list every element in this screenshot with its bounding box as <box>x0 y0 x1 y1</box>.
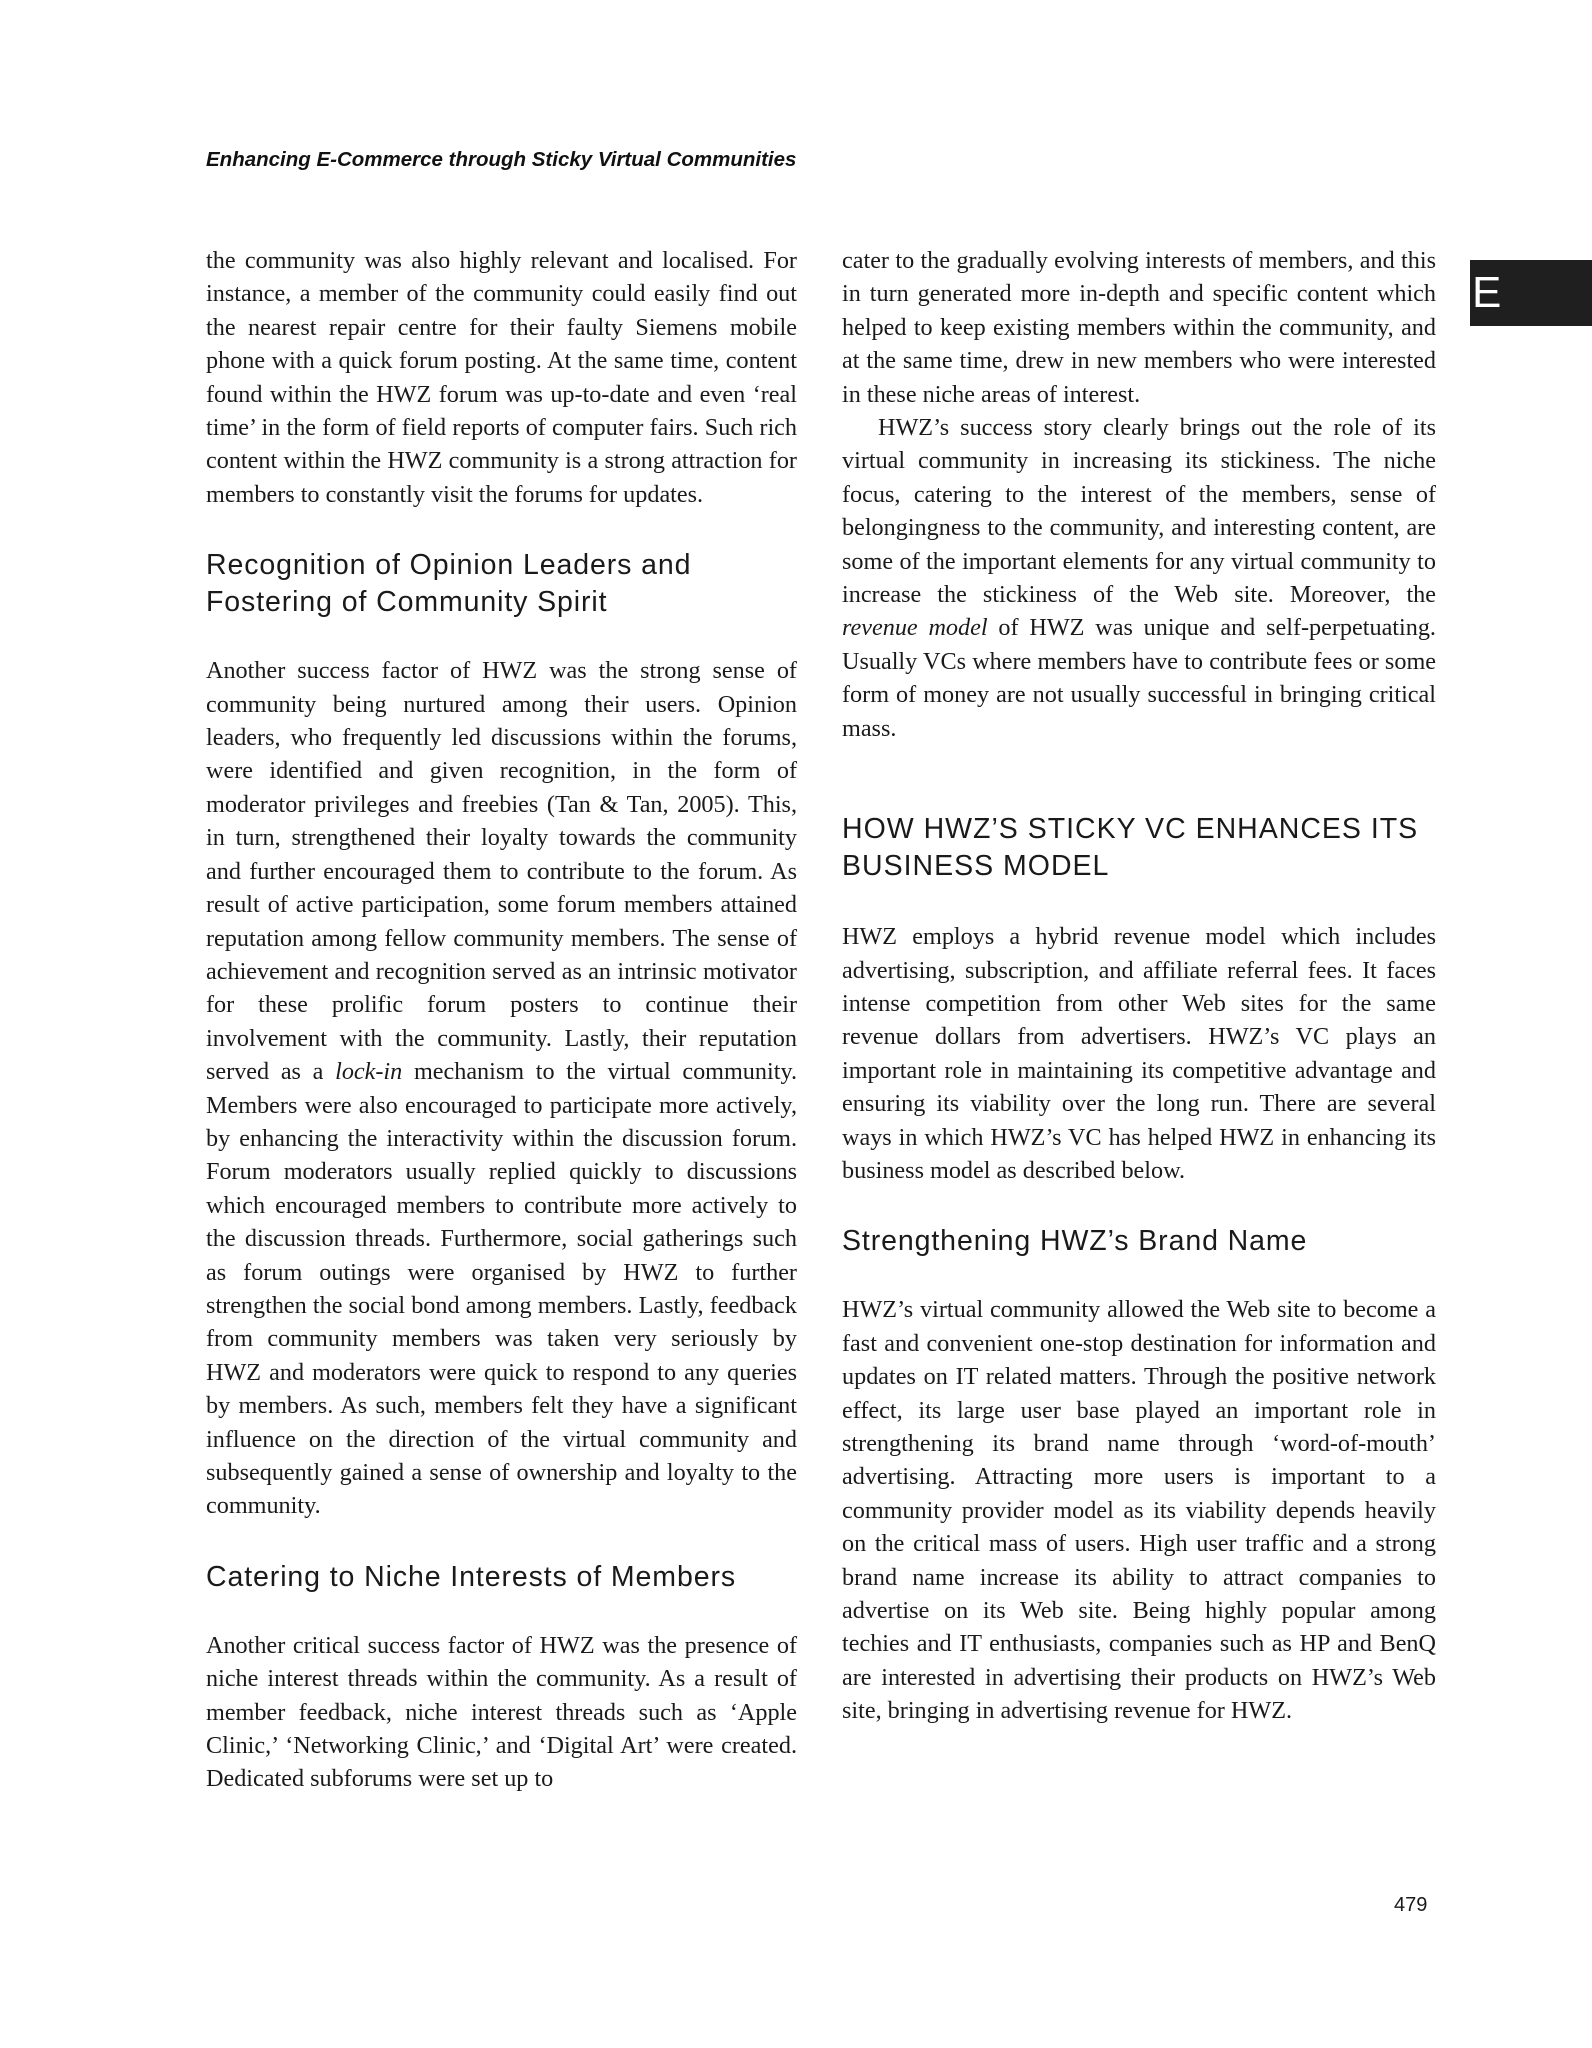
heading-business-model: HOW HWZ’S STICKY VC ENHANCES ITS BUSINESS MODEL <box>842 813 1419 883</box>
section-letter-tab: E <box>1470 260 1592 326</box>
right-paragraph-4: HWZ’s virtual community allowed the Web site to become a fast and convenient one-stop destination for information and updates on IT related matters. Through the positive network effect, its large user base played an important role in strengthening its brand name through ‘word-of-mouth’ advertising. Attracting more users is important to a community provider model as its viability depends heavily on the critical mass of users. High user traffic and a strong brand name increase its ability to attract companies to advertise on its Web site. Being highly popular among techies and IT enthusiasts, companies such as HP and BenQ are interested in advertising their products on HWZ’s Web site, bringing in advertising revenue for HWZ. <box>842 1296 1436 1725</box>
left-paragraph-2 <box>206 654 797 1523</box>
italic-term-lock-in: lock-in <box>335 1058 403 1086</box>
left-column <box>206 244 797 1796</box>
text-run: mechanism to the virtual community. Members were also encouraged to participate more actively, by enhancing the interactivity within the discussion forum. Forum moderators usually replied quickly to discussions which encouraged members to contribute more actively to the discussion threads. Furthermore, social gatherings such as forum outings were organised by HWZ to further strengthen the social bond among members. Lastly, feedback from community members was taken very seriously by HWZ and moderators were quick to respond to any queries by members. As such, members felt they have a significant influence on the direction of the virtual community and subsequently gained a sense of ownership and loyalty to the community. <box>206 1058 798 1520</box>
text-run: HWZ’s success story clearly brings out the role of its virtual community in increasing its stickiness. The niche focus, catering to the interest of the members, sense of belongingness to the community, and interesting content, are some of the important elements for any virtual community to increase the stickiness of the Web site. Moreover, the <box>842 414 1436 609</box>
right-paragraph-2 <box>842 411 1436 745</box>
heading-opinion-leaders: Recognition of Opinion Leaders and Fostering of Community Spirit <box>206 549 692 619</box>
text-run: Another success factor of HWZ was the strong sense of community being nurtured among their users. Opinion leaders, who frequently led discussions within the forums, were identified and given recognition, in the form of moderator privileges and freebies (Tan & Tan, 2005). This, in turn, strengthened their loyalty towards the community and further encouraged them to contribute to the forum. As result of active participation, some forum members attained reputation among fellow community members. The sense of achievement and recognition served as an intrinsic motivator for these prolific forum posters to continue their involvement with the community. Lastly, their reputation served as a <box>206 657 797 1086</box>
left-paragraph-1: the community was also highly relevant and localised. For instance, a member of the community could easily find out the nearest repair centre for their faulty Siemens mobile phone with a quick forum posting. At the same time, content found within the HWZ forum was up-to-date and even ‘real time’ in the form of field reports of computer fairs. Such rich content within the HWZ community is a strong attraction for members to constantly visit the forums for updates. <box>206 247 797 508</box>
page-number: 479 <box>1394 1894 1428 1916</box>
running-header: Enhancing E-Commerce through Sticky Virtual Communities <box>206 148 797 171</box>
heading-brand-name: Strengthening HWZ’s Brand Name <box>842 1225 1308 1258</box>
right-column <box>842 244 1436 1728</box>
italic-term-revenue-model: revenue model <box>842 614 988 642</box>
text-run: of HWZ was unique and self-perpetuating. Usually VCs where members have to contribute fees or some form of money are not usually successful in bringing critical mass. <box>842 614 1436 742</box>
right-paragraph-3: HWZ employs a hybrid revenue model which includes advertising, subscription, and affiliate referral fees. It faces intense competition from other Web sites for the same revenue dollars from advertisers. HWZ’s VC plays an important role in maintaining its competitive advantage and ensuring its viability over the long run. There are several ways in which HWZ’s VC has helped HWZ in enhancing its business model as described below. <box>842 923 1436 1184</box>
heading-niche-interests: Catering to Niche Interests of Members <box>206 1560 736 1593</box>
left-paragraph-3: Another critical success factor of HWZ was the presence of niche interest threads within the community. As a result of member feedback, niche interest threads such as ‘Apple Clinic,’ ‘Networking Clinic,’ and ‘Digital Art’ were created. Dedicated subforums were set up to <box>206 1631 797 1793</box>
right-paragraph-1: cater to the gradually evolving interests of members, and this in turn generated more in-depth and specific content which helped to keep existing members within the community, and at the same time, drew in new members who were interested in these niche areas of interest. <box>842 247 1436 408</box>
